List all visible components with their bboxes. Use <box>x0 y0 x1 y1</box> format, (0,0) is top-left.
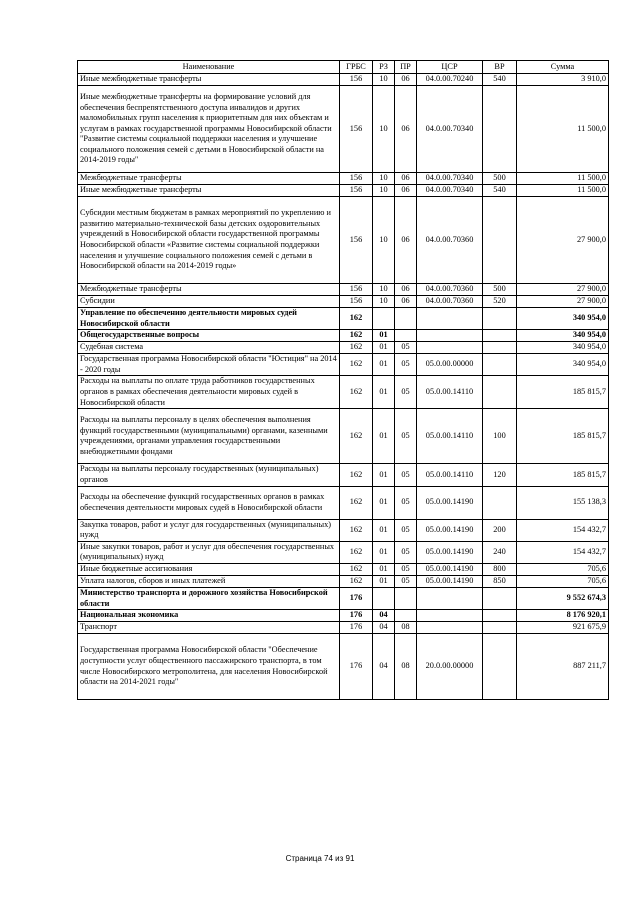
row-pr-cell: 06 <box>395 185 417 197</box>
row-sum-cell: 11 500,0 <box>517 185 609 197</box>
row-vr-cell <box>483 376 517 409</box>
table-row <box>78 541 609 563</box>
row-name-cell: Государственная программа Новосибирской области "Юстиция" на 2014 - 2020 годы <box>78 354 340 376</box>
row-grbs-cell: 176 <box>340 587 373 609</box>
row-pr-cell: 05 <box>395 519 417 541</box>
row-name-cell: Транспорт <box>78 622 340 634</box>
row-name-cell: Иные бюджетные ассигнования <box>78 563 340 575</box>
row-vr-cell <box>483 610 517 622</box>
row-csr-cell: 04.0.00.70340 <box>417 185 483 197</box>
row-rz-cell: 10 <box>373 296 395 308</box>
row-grbs-cell: 162 <box>340 376 373 409</box>
row-vr-cell: 800 <box>483 563 517 575</box>
row-name-cell: Расходы на выплаты персоналу в целях обеспечения выполнения функций государственными (муниципальными) органами, казенными учреждениями, органами управления государственными внебюджетными фондами <box>78 409 340 464</box>
row-rz-cell: 10 <box>373 284 395 296</box>
table-row <box>78 354 609 376</box>
row-csr-cell <box>417 308 483 330</box>
row-vr-cell <box>483 330 517 342</box>
row-vr-cell <box>483 634 517 700</box>
row-grbs-cell: 162 <box>340 308 373 330</box>
row-grbs-cell: 162 <box>340 409 373 464</box>
row-grbs-cell: 156 <box>340 296 373 308</box>
table-row <box>78 74 609 86</box>
row-name-cell: Межбюджетные трансферты <box>78 173 340 185</box>
row-grbs-cell: 162 <box>340 575 373 587</box>
row-name-cell: Судебная система <box>78 342 340 354</box>
table-header-row <box>78 61 609 74</box>
row-sum-cell: 185 815,7 <box>517 409 609 464</box>
row-grbs-cell: 162 <box>340 519 373 541</box>
row-csr-cell: 04.0.00.70360 <box>417 296 483 308</box>
table-row <box>78 376 609 409</box>
row-csr-cell: 05.0.00.14190 <box>417 541 483 563</box>
row-pr-cell: 06 <box>395 296 417 308</box>
row-csr-cell <box>417 610 483 622</box>
row-rz-cell: 01 <box>373 376 395 409</box>
row-csr-cell: 05.0.00.14190 <box>417 575 483 587</box>
table-row <box>78 587 609 609</box>
row-pr-cell <box>395 587 417 609</box>
header-name: Наименование <box>78 61 340 74</box>
row-rz-cell: 10 <box>373 173 395 185</box>
table-body <box>78 74 609 700</box>
row-sum-cell: 887 211,7 <box>517 634 609 700</box>
row-pr-cell: 05 <box>395 486 417 519</box>
row-name-cell: Иные межбюджетные трансферты <box>78 185 340 197</box>
row-rz-cell: 01 <box>373 354 395 376</box>
row-rz-cell: 04 <box>373 634 395 700</box>
row-sum-cell: 11 500,0 <box>517 173 609 185</box>
row-name-cell: Иные межбюджетные трансферты <box>78 74 340 86</box>
row-sum-cell: 8 176 920,1 <box>517 610 609 622</box>
row-name-cell: Министерство транспорта и дорожного хозяйства Новосибирской области <box>78 587 340 609</box>
row-vr-cell <box>483 486 517 519</box>
row-name-cell: Расходы на выплаты по оплате труда работников государственных органов в рамках обеспечения деятельности мировых судей в Новосибирской области <box>78 376 340 409</box>
row-csr-cell <box>417 622 483 634</box>
row-rz-cell: 04 <box>373 622 395 634</box>
row-grbs-cell: 162 <box>340 330 373 342</box>
header-csr: ЦСР <box>417 61 483 74</box>
row-vr-cell <box>483 622 517 634</box>
row-grbs-cell: 156 <box>340 86 373 173</box>
row-sum-cell: 340 954,0 <box>517 308 609 330</box>
table-row <box>78 519 609 541</box>
row-vr-cell <box>483 197 517 284</box>
row-csr-cell: 04.0.00.70360 <box>417 197 483 284</box>
row-pr-cell: 05 <box>395 409 417 464</box>
row-grbs-cell: 156 <box>340 185 373 197</box>
row-csr-cell: 05.0.00.14190 <box>417 563 483 575</box>
row-rz-cell: 10 <box>373 74 395 86</box>
row-rz-cell: 04 <box>373 610 395 622</box>
table-row <box>78 342 609 354</box>
row-pr-cell: 06 <box>395 197 417 284</box>
row-sum-cell: 705,6 <box>517 575 609 587</box>
row-grbs-cell: 176 <box>340 610 373 622</box>
row-rz-cell: 01 <box>373 575 395 587</box>
table-row <box>78 634 609 700</box>
row-vr-cell <box>483 354 517 376</box>
row-csr-cell: 04.0.00.70240 <box>417 74 483 86</box>
row-pr-cell: 05 <box>395 563 417 575</box>
row-csr-cell <box>417 587 483 609</box>
row-grbs-cell: 162 <box>340 354 373 376</box>
row-pr-cell: 05 <box>395 342 417 354</box>
row-csr-cell: 05.0.00.14110 <box>417 464 483 486</box>
row-pr-cell: 05 <box>395 376 417 409</box>
row-pr-cell: 06 <box>395 173 417 185</box>
table-row <box>78 622 609 634</box>
row-sum-cell: 27 900,0 <box>517 296 609 308</box>
budget-table <box>77 60 609 700</box>
row-csr-cell: 05.0.00.14110 <box>417 409 483 464</box>
row-name-cell: Национальная экономика <box>78 610 340 622</box>
row-grbs-cell: 176 <box>340 622 373 634</box>
row-csr-cell: 04.0.00.70360 <box>417 284 483 296</box>
row-sum-cell: 705,6 <box>517 563 609 575</box>
header-vr: ВР <box>483 61 517 74</box>
row-sum-cell: 154 432,7 <box>517 541 609 563</box>
row-rz-cell: 01 <box>373 464 395 486</box>
row-csr-cell: 04.0.00.70340 <box>417 86 483 173</box>
row-grbs-cell: 176 <box>340 634 373 700</box>
row-vr-cell <box>483 342 517 354</box>
row-sum-cell: 9 552 674,3 <box>517 587 609 609</box>
table-row <box>78 185 609 197</box>
row-grbs-cell: 156 <box>340 74 373 86</box>
row-sum-cell: 921 675,9 <box>517 622 609 634</box>
row-grbs-cell: 162 <box>340 464 373 486</box>
row-name-cell: Уплата налогов, сборов и иных платежей <box>78 575 340 587</box>
row-name-cell: Субсидии местным бюджетам в рамках мероприятий по укреплению и развитию материально-технической базы детских оздоровительных учреждений в Новосибирской области государственной программы Новосибирской области «Развитие системы социальной поддержки населения и улучшение социального положения семей с детьми в Новосибирской области на 2014-2019 годы» <box>78 197 340 284</box>
row-sum-cell: 154 432,7 <box>517 519 609 541</box>
row-vr-cell <box>483 587 517 609</box>
row-grbs-cell: 162 <box>340 342 373 354</box>
row-vr-cell: 540 <box>483 74 517 86</box>
row-vr-cell: 850 <box>483 575 517 587</box>
row-grbs-cell: 162 <box>340 486 373 519</box>
table-row <box>78 197 609 284</box>
row-vr-cell: 500 <box>483 284 517 296</box>
row-csr-cell: 05.0.00.14190 <box>417 486 483 519</box>
row-name-cell: Государственная программа Новосибирской области "Обеспечение доступности услуг общественного пассажирского транспорта, в том числе Новосибирского метрополитена, для населения Новосибирской области на 2014-2021 годы" <box>78 634 340 700</box>
row-name-cell: Иные межбюджетные трансферты на формирование условий для обеспечения беспрепятственного доступа инвалидов и других маломобильных групп населения к приоритетным для них объектам и услугам в рамках государственной программы Новосибирской области "Развитие системы социальной поддержки населения и улучшение социального положения семей с детьми в Новосибирской области на 2014-2019 годы" <box>78 86 340 173</box>
row-vr-cell <box>483 308 517 330</box>
table-row <box>78 308 609 330</box>
table-row <box>78 610 609 622</box>
table-row <box>78 330 609 342</box>
row-name-cell: Субсидии <box>78 296 340 308</box>
row-rz-cell: 01 <box>373 541 395 563</box>
page-number: Страница 74 из 91 <box>285 854 355 863</box>
row-pr-cell <box>395 330 417 342</box>
row-sum-cell: 11 500,0 <box>517 86 609 173</box>
row-csr-cell: 05.0.00.14110 <box>417 376 483 409</box>
row-rz-cell: 10 <box>373 86 395 173</box>
row-pr-cell <box>395 610 417 622</box>
row-sum-cell: 340 954,0 <box>517 342 609 354</box>
row-vr-cell: 540 <box>483 185 517 197</box>
row-pr-cell: 06 <box>395 74 417 86</box>
table-row <box>78 296 609 308</box>
row-grbs-cell: 156 <box>340 284 373 296</box>
row-grbs-cell: 156 <box>340 197 373 284</box>
row-grbs-cell: 156 <box>340 173 373 185</box>
header-grbs: ГРБС <box>340 61 373 74</box>
row-vr-cell: 500 <box>483 173 517 185</box>
table-row <box>78 563 609 575</box>
row-sum-cell: 3 910,0 <box>517 74 609 86</box>
row-sum-cell: 340 954,0 <box>517 354 609 376</box>
row-pr-cell: 06 <box>395 86 417 173</box>
row-rz-cell: 01 <box>373 563 395 575</box>
table-row <box>78 173 609 185</box>
table-row <box>78 86 609 173</box>
row-csr-cell <box>417 342 483 354</box>
row-sum-cell: 155 138,3 <box>517 486 609 519</box>
row-vr-cell: 200 <box>483 519 517 541</box>
row-pr-cell: 05 <box>395 575 417 587</box>
row-name-cell: Управление по обеспечению деятельности мировых судей Новосибирской области <box>78 308 340 330</box>
row-rz-cell <box>373 308 395 330</box>
row-csr-cell: 20.0.00.00000 <box>417 634 483 700</box>
row-rz-cell: 01 <box>373 330 395 342</box>
row-pr-cell <box>395 308 417 330</box>
row-name-cell: Иные закупки товаров, работ и услуг для обеспечения государственных (муниципальных) нужд <box>78 541 340 563</box>
row-name-cell: Общегосударственные вопросы <box>78 330 340 342</box>
row-name-cell: Расходы на выплаты персоналу государственных (муниципальных) органов <box>78 464 340 486</box>
row-sum-cell: 185 815,7 <box>517 376 609 409</box>
row-grbs-cell: 162 <box>340 563 373 575</box>
row-rz-cell: 01 <box>373 342 395 354</box>
table-row <box>78 464 609 486</box>
row-vr-cell <box>483 86 517 173</box>
row-sum-cell: 27 900,0 <box>517 197 609 284</box>
row-pr-cell: 05 <box>395 541 417 563</box>
row-rz-cell: 10 <box>373 185 395 197</box>
row-grbs-cell: 162 <box>340 541 373 563</box>
row-vr-cell: 100 <box>483 409 517 464</box>
row-rz-cell: 01 <box>373 519 395 541</box>
row-csr-cell: 05.0.00.00000 <box>417 354 483 376</box>
row-sum-cell: 27 900,0 <box>517 284 609 296</box>
row-rz-cell: 10 <box>373 197 395 284</box>
table-row <box>78 284 609 296</box>
row-csr-cell: 04.0.00.70340 <box>417 173 483 185</box>
row-vr-cell: 120 <box>483 464 517 486</box>
row-name-cell: Расходы на обеспечение функций государственных органов в рамках обеспечения деятельности мировых судей в Новосибирской области <box>78 486 340 519</box>
row-name-cell: Закупка товаров, работ и услуг для государственных (муниципальных) нужд <box>78 519 340 541</box>
row-pr-cell: 06 <box>395 284 417 296</box>
row-vr-cell: 240 <box>483 541 517 563</box>
row-name-cell: Межбюджетные трансферты <box>78 284 340 296</box>
table-row <box>78 486 609 519</box>
row-pr-cell: 08 <box>395 622 417 634</box>
header-sum: Сумма <box>517 61 609 74</box>
row-csr-cell: 05.0.00.14190 <box>417 519 483 541</box>
header-pr: ПР <box>395 61 417 74</box>
header-rz: РЗ <box>373 61 395 74</box>
row-vr-cell: 520 <box>483 296 517 308</box>
row-pr-cell: 08 <box>395 634 417 700</box>
row-rz-cell: 01 <box>373 486 395 519</box>
row-sum-cell: 185 815,7 <box>517 464 609 486</box>
row-rz-cell: 01 <box>373 409 395 464</box>
table-row <box>78 409 609 464</box>
row-rz-cell <box>373 587 395 609</box>
row-sum-cell: 340 954,0 <box>517 330 609 342</box>
table-row <box>78 575 609 587</box>
row-pr-cell: 05 <box>395 464 417 486</box>
row-csr-cell <box>417 330 483 342</box>
row-pr-cell: 05 <box>395 354 417 376</box>
